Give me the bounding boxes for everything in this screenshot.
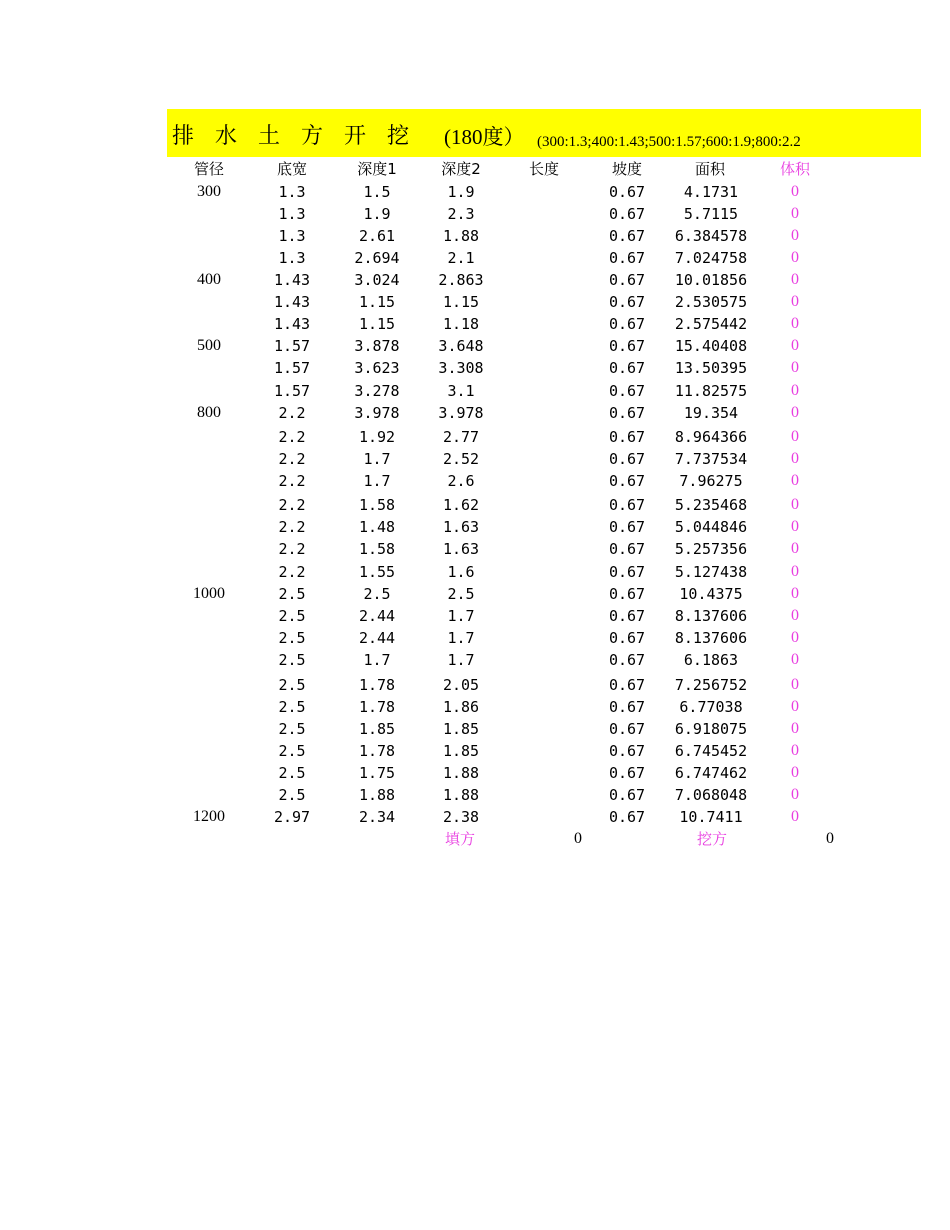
volume-cell: 0 <box>791 540 799 557</box>
slope-cell: 0.67 <box>608 698 646 716</box>
depth-2-cell: 1.63 <box>442 540 480 558</box>
area-cell: 7.256752 <box>674 676 748 694</box>
header-slope: 坡度 <box>611 160 642 178</box>
volume-cell: 0 <box>791 496 799 513</box>
header-volume: 体积 <box>779 160 810 178</box>
area-cell: 2.575442 <box>674 315 748 333</box>
sheet-title-angle: (180度） <box>444 125 525 149</box>
area-cell: 6.747462 <box>674 764 748 782</box>
area-cell: 5.7115 <box>683 205 739 223</box>
header-length: 长度 <box>528 160 559 178</box>
bottom-width-cell: 2.2 <box>278 450 306 468</box>
slope-cell: 0.67 <box>608 271 646 289</box>
depth-2-cell: 1.85 <box>442 742 480 760</box>
depth-1-cell: 1.5 <box>363 183 391 201</box>
slope-cell: 0.67 <box>608 227 646 245</box>
volume-cell: 0 <box>791 786 799 803</box>
bottom-width-cell: 1.3 <box>278 205 306 223</box>
slope-cell: 0.67 <box>608 651 646 669</box>
slope-cell: 0.67 <box>608 764 646 782</box>
volume-cell: 0 <box>791 742 799 759</box>
slope-cell: 0.67 <box>608 742 646 760</box>
title-bar <box>167 109 921 157</box>
volume-cell: 0 <box>791 720 799 737</box>
depth-2-cell: 1.88 <box>442 764 480 782</box>
slope-cell: 0.67 <box>608 450 646 468</box>
pipe-diameter-cell: 800 <box>197 404 221 421</box>
volume-cell: 0 <box>791 563 799 580</box>
bottom-width-cell: 1.43 <box>273 271 311 289</box>
depth-1-cell: 2.44 <box>358 607 396 625</box>
bottom-width-cell: 1.43 <box>273 315 311 333</box>
depth-1-cell: 3.623 <box>354 359 400 377</box>
bottom-width-cell: 2.5 <box>278 676 306 694</box>
area-cell: 13.50395 <box>674 359 748 377</box>
header-bottom-width: 底宽 <box>276 160 307 178</box>
depth-1-cell: 1.7 <box>363 450 391 468</box>
cut-label: 挖方 <box>696 830 727 848</box>
pipe-diameter-cell: 1000 <box>193 585 225 602</box>
slope-cell: 0.67 <box>608 563 646 581</box>
slope-cell: 0.67 <box>608 428 646 446</box>
depth-1-cell: 3.278 <box>354 382 400 400</box>
volume-cell: 0 <box>791 651 799 668</box>
pipe-diameter-cell: 400 <box>197 271 221 288</box>
pipe-diameter-cell: 300 <box>197 183 221 200</box>
bottom-width-cell: 1.57 <box>273 359 311 377</box>
slope-cell: 0.67 <box>608 315 646 333</box>
depth-1-cell: 1.75 <box>358 764 396 782</box>
bottom-width-cell: 1.3 <box>278 249 306 267</box>
depth-2-cell: 3.308 <box>438 359 484 377</box>
volume-cell: 0 <box>791 205 799 222</box>
area-cell: 15.40408 <box>674 337 748 355</box>
bottom-width-cell: 2.5 <box>278 742 306 760</box>
volume-cell: 0 <box>791 808 799 825</box>
area-cell: 4.1731 <box>683 183 739 201</box>
bottom-width-cell: 2.5 <box>278 607 306 625</box>
depth-2-cell: 1.15 <box>442 293 480 311</box>
depth-1-cell: 1.88 <box>358 786 396 804</box>
depth-2-cell: 3.648 <box>438 337 484 355</box>
depth-2-cell: 2.77 <box>442 428 480 446</box>
volume-cell: 0 <box>791 607 799 624</box>
depth-1-cell: 1.15 <box>358 315 396 333</box>
slope-cell: 0.67 <box>608 629 646 647</box>
slope-cell: 0.67 <box>608 359 646 377</box>
bottom-width-cell: 2.2 <box>278 428 306 446</box>
volume-cell: 0 <box>791 764 799 781</box>
slope-cell: 0.67 <box>608 472 646 490</box>
slope-cell: 0.67 <box>608 808 646 826</box>
volume-cell: 0 <box>791 337 799 354</box>
fill-label: 填方 <box>444 830 475 848</box>
area-cell: 8.137606 <box>674 629 748 647</box>
depth-2-cell: 1.88 <box>442 786 480 804</box>
area-cell: 5.127438 <box>674 563 748 581</box>
bottom-width-cell: 2.97 <box>273 808 311 826</box>
volume-cell: 0 <box>791 472 799 489</box>
depth-1-cell: 1.48 <box>358 518 396 536</box>
bottom-width-cell: 2.5 <box>278 786 306 804</box>
area-cell: 8.964366 <box>674 428 748 446</box>
area-cell: 6.77038 <box>679 698 743 716</box>
depth-2-cell: 1.7 <box>447 607 475 625</box>
slope-cell: 0.67 <box>608 585 646 603</box>
depth-1-cell: 1.55 <box>358 563 396 581</box>
depth-1-cell: 2.44 <box>358 629 396 647</box>
bottom-width-cell: 2.5 <box>278 629 306 647</box>
depth-1-cell: 1.9 <box>363 205 391 223</box>
depth-2-cell: 2.5 <box>447 585 475 603</box>
depth-1-cell: 1.7 <box>363 651 391 669</box>
depth-2-cell: 2.3 <box>447 205 475 223</box>
bottom-width-cell: 1.57 <box>273 337 311 355</box>
volume-cell: 0 <box>791 382 799 399</box>
bottom-width-cell: 1.3 <box>278 227 306 245</box>
volume-cell: 0 <box>791 293 799 310</box>
sheet-title: 排水土方开挖 <box>172 124 431 149</box>
slope-cell: 0.67 <box>608 293 646 311</box>
slope-cell: 0.67 <box>608 676 646 694</box>
bottom-width-cell: 2.5 <box>278 698 306 716</box>
depth-1-cell: 1.78 <box>358 698 396 716</box>
pipe-diameter-cell: 1200 <box>193 808 225 825</box>
depth-2-cell: 1.7 <box>447 651 475 669</box>
depth-2-cell: 1.63 <box>442 518 480 536</box>
header-pipe-diameter: 管径 <box>193 160 224 178</box>
bottom-width-cell: 1.43 <box>273 293 311 311</box>
cut-value: 0 <box>826 830 834 847</box>
area-cell: 5.044846 <box>674 518 748 536</box>
pipe-diameter-cell: 500 <box>197 337 221 354</box>
bottom-width-cell: 2.2 <box>278 472 306 490</box>
area-cell: 7.96275 <box>679 472 743 490</box>
volume-cell: 0 <box>791 450 799 467</box>
bottom-width-cell: 2.2 <box>278 404 306 422</box>
slope-cell: 0.67 <box>608 786 646 804</box>
depth-1-cell: 2.34 <box>358 808 396 826</box>
depth-2-cell: 1.86 <box>442 698 480 716</box>
area-cell: 10.7411 <box>679 808 743 826</box>
area-cell: 5.235468 <box>674 496 748 514</box>
volume-cell: 0 <box>791 698 799 715</box>
slope-cell: 0.67 <box>608 720 646 738</box>
area-cell: 6.1863 <box>683 651 739 669</box>
depth-2-cell: 2.863 <box>438 271 484 289</box>
area-cell: 7.024758 <box>674 249 748 267</box>
slope-cell: 0.67 <box>608 382 646 400</box>
volume-cell: 0 <box>791 404 799 421</box>
depth-2-cell: 3.1 <box>447 382 475 400</box>
bottom-width-cell: 2.5 <box>278 585 306 603</box>
volume-cell: 0 <box>791 518 799 535</box>
depth-1-cell: 1.58 <box>358 496 396 514</box>
slope-cell: 0.67 <box>608 518 646 536</box>
depth-1-cell: 1.78 <box>358 742 396 760</box>
volume-cell: 0 <box>791 183 799 200</box>
volume-cell: 0 <box>791 428 799 445</box>
slope-cell: 0.67 <box>608 337 646 355</box>
sheet-title-ratios: (300:1.3;400:1.43;500:1.57;600:1.9;800:2.2 <box>537 134 801 150</box>
slope-cell: 0.67 <box>608 607 646 625</box>
volume-cell: 0 <box>791 585 799 602</box>
depth-1-cell: 1.92 <box>358 428 396 446</box>
slope-cell: 0.67 <box>608 249 646 267</box>
slope-cell: 0.67 <box>608 183 646 201</box>
depth-2-cell: 1.88 <box>442 227 480 245</box>
depth-1-cell: 3.878 <box>354 337 400 355</box>
bottom-width-cell: 2.2 <box>278 540 306 558</box>
header-area: 面积 <box>694 160 725 178</box>
area-cell: 10.4375 <box>679 585 743 603</box>
depth-1-cell: 2.694 <box>354 249 400 267</box>
depth-2-cell: 1.85 <box>442 720 480 738</box>
depth-1-cell: 1.58 <box>358 540 396 558</box>
slope-cell: 0.67 <box>608 404 646 422</box>
depth-2-cell: 1.62 <box>442 496 480 514</box>
slope-cell: 0.67 <box>608 205 646 223</box>
depth-2-cell: 1.7 <box>447 629 475 647</box>
area-cell: 5.257356 <box>674 540 748 558</box>
depth-2-cell: 1.6 <box>447 563 475 581</box>
depth-2-cell: 3.978 <box>438 404 484 422</box>
depth-2-cell: 2.52 <box>442 450 480 468</box>
header-depth-1: 深度1 <box>357 160 397 178</box>
volume-cell: 0 <box>791 359 799 376</box>
slope-cell: 0.67 <box>608 496 646 514</box>
depth-1-cell: 3.978 <box>354 404 400 422</box>
volume-cell: 0 <box>791 315 799 332</box>
depth-1-cell: 3.024 <box>354 271 400 289</box>
area-cell: 6.745452 <box>674 742 748 760</box>
depth-1-cell: 2.61 <box>358 227 396 245</box>
depth-1-cell: 1.15 <box>358 293 396 311</box>
area-cell: 6.918075 <box>674 720 748 738</box>
area-cell: 19.354 <box>683 404 739 422</box>
area-cell: 2.530575 <box>674 293 748 311</box>
depth-2-cell: 1.18 <box>442 315 480 333</box>
header-depth-2: 深度2 <box>441 160 481 178</box>
bottom-width-cell: 2.2 <box>278 563 306 581</box>
depth-1-cell: 1.7 <box>363 472 391 490</box>
depth-2-cell: 2.38 <box>442 808 480 826</box>
depth-2-cell: 1.9 <box>447 183 475 201</box>
area-cell: 10.01856 <box>674 271 748 289</box>
depth-2-cell: 2.6 <box>447 472 475 490</box>
bottom-width-cell: 2.2 <box>278 518 306 536</box>
volume-cell: 0 <box>791 227 799 244</box>
depth-1-cell: 1.78 <box>358 676 396 694</box>
volume-cell: 0 <box>791 249 799 266</box>
bottom-width-cell: 2.2 <box>278 496 306 514</box>
fill-value: 0 <box>574 830 582 847</box>
bottom-width-cell: 2.5 <box>278 651 306 669</box>
area-cell: 6.384578 <box>674 227 748 245</box>
area-cell: 7.068048 <box>674 786 748 804</box>
slope-cell: 0.67 <box>608 540 646 558</box>
depth-2-cell: 2.05 <box>442 676 480 694</box>
bottom-width-cell: 1.3 <box>278 183 306 201</box>
volume-cell: 0 <box>791 676 799 693</box>
depth-2-cell: 2.1 <box>447 249 475 267</box>
area-cell: 11.82575 <box>674 382 748 400</box>
volume-cell: 0 <box>791 629 799 646</box>
bottom-width-cell: 2.5 <box>278 720 306 738</box>
area-cell: 8.137606 <box>674 607 748 625</box>
depth-1-cell: 2.5 <box>363 585 391 603</box>
area-cell: 7.737534 <box>674 450 748 468</box>
depth-1-cell: 1.85 <box>358 720 396 738</box>
bottom-width-cell: 2.5 <box>278 764 306 782</box>
bottom-width-cell: 1.57 <box>273 382 311 400</box>
volume-cell: 0 <box>791 271 799 288</box>
